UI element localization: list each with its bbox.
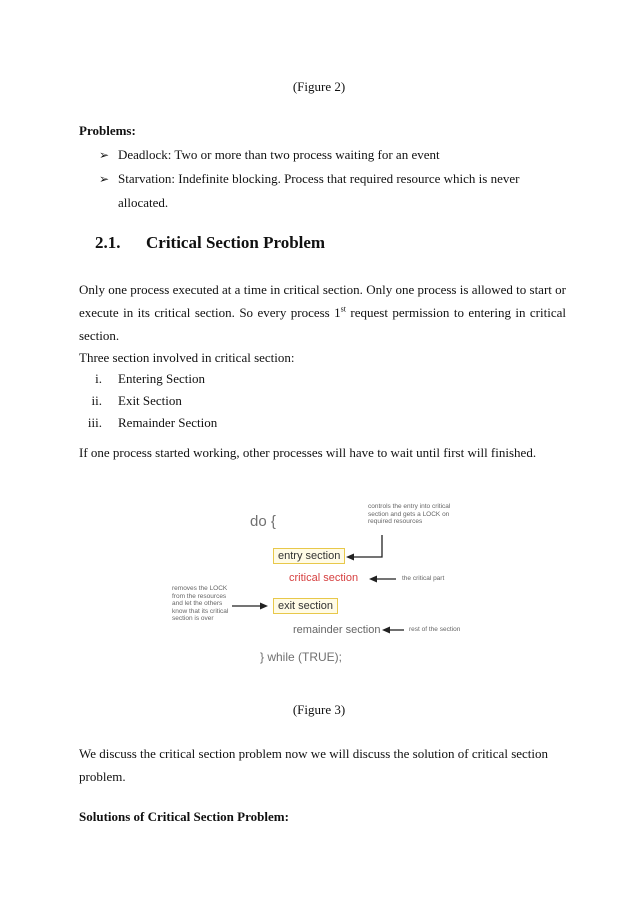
critical-section-label: critical section <box>289 572 359 584</box>
entry-arrow <box>352 535 382 557</box>
para1-line1: Only one process executed at a time in critical section. Only one process is allowed to start or <box>79 282 566 297</box>
list-item: Entering Section <box>118 371 206 386</box>
para3-line2: problem. <box>79 769 126 784</box>
section-number: 2.1. <box>95 233 121 252</box>
para1-line2 <box>79 302 566 324</box>
figure-3-caption: (Figure 3) <box>292 702 346 717</box>
arrow-bullet-icon: ➢ <box>99 172 110 186</box>
critical-section-diagram <box>170 495 480 680</box>
para3-line1: We discuss the critical section problem now we will discuss the solution of critical section <box>79 746 549 761</box>
list-number: i. <box>95 371 102 386</box>
list-number: ii. <box>91 393 102 408</box>
list-item <box>99 170 109 188</box>
exit-note: removes the LOCK from the resources and let the others know that its critical section is over <box>172 585 229 622</box>
arrow-bullet-icon: ➢ <box>99 148 110 162</box>
section-title: Critical Section Problem <box>146 233 326 252</box>
arrowhead-icon <box>382 627 390 634</box>
arrowhead-icon <box>260 603 268 610</box>
problem-starvation-cont: allocated. <box>118 195 169 210</box>
list-item: Exit Section <box>118 393 182 408</box>
problem-deadlock: Deadlock: Two or more than two process waiting for an event <box>118 147 440 162</box>
while-label: } while (TRUE); <box>260 650 343 664</box>
arrowhead-icon <box>346 554 354 561</box>
problems-heading: Problems: <box>79 123 136 138</box>
list-number: iii. <box>87 415 102 430</box>
list-item: Remainder Section <box>118 415 218 430</box>
superscript: st <box>340 304 346 314</box>
exit-section-box: exit section <box>273 598 338 614</box>
para1-line2-post: request permission to entering in critical <box>346 305 566 320</box>
para1-line2-pre: execute in its critical section. So every process 1 <box>79 305 341 320</box>
problem-starvation: Starvation: Indefinite blocking. Process that required resource which is never <box>118 171 520 186</box>
list-item <box>99 146 109 164</box>
para2: If one process started working, other processes will have to wait until first will finished. <box>79 445 537 460</box>
remainder-note: rest of the section <box>409 626 461 633</box>
critical-note: the critical part <box>402 575 445 582</box>
entry-section-box: entry section <box>273 548 345 564</box>
para1-line3: section. <box>79 328 120 343</box>
solutions-heading: Solutions of Critical Section Problem: <box>79 809 289 824</box>
do-label: do { <box>250 513 276 530</box>
sections-intro: Three section involved in critical section: <box>79 350 295 365</box>
arrowhead-icon <box>369 576 377 583</box>
figure-2-caption: (Figure 2) <box>292 79 346 94</box>
entry-note: controls the entry into critical section and gets a LOCK on required resources <box>368 503 451 525</box>
remainder-section-label: remainder section <box>293 624 381 636</box>
